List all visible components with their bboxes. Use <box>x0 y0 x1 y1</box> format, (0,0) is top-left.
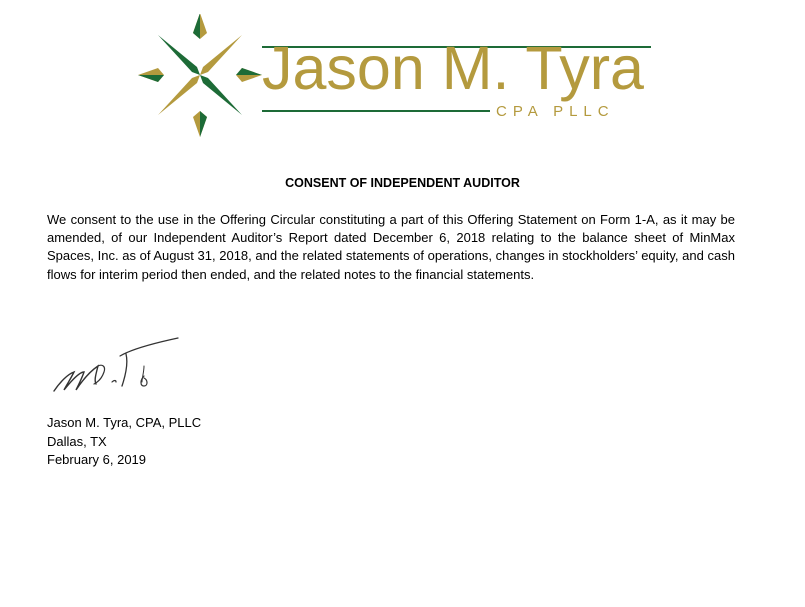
handwritten-signature <box>40 336 182 406</box>
logo-firm-name: Jason M. Tyra <box>262 34 644 102</box>
document-heading: CONSENT OF INDEPENDENT AUDITOR <box>285 176 520 190</box>
signer-firm: Jason M. Tyra, CPA, PLLC <box>47 415 202 430</box>
consent-paragraph: We consent to the use in the Offering Circular constituting a part of this Offering Statement on Form 1-A, as it may be amended, of our Independent Auditor’s Report dated December 6, 2018 relating to the balance sheet of MinMax Spaces, Inc. as of August 31, 2018, and the related statements of operations, changes in stockholders’ equity, and cash flows for interim period then ended, and the related notes to the financial statements. <box>47 212 735 282</box>
firm-logo <box>138 14 662 144</box>
signature-block <box>47 414 201 470</box>
logo-firm-subtitle: CPA PLLC <box>496 103 615 120</box>
signature-date: February 6, 2019 <box>47 452 147 467</box>
signer-location: Dallas, TX <box>47 433 107 449</box>
